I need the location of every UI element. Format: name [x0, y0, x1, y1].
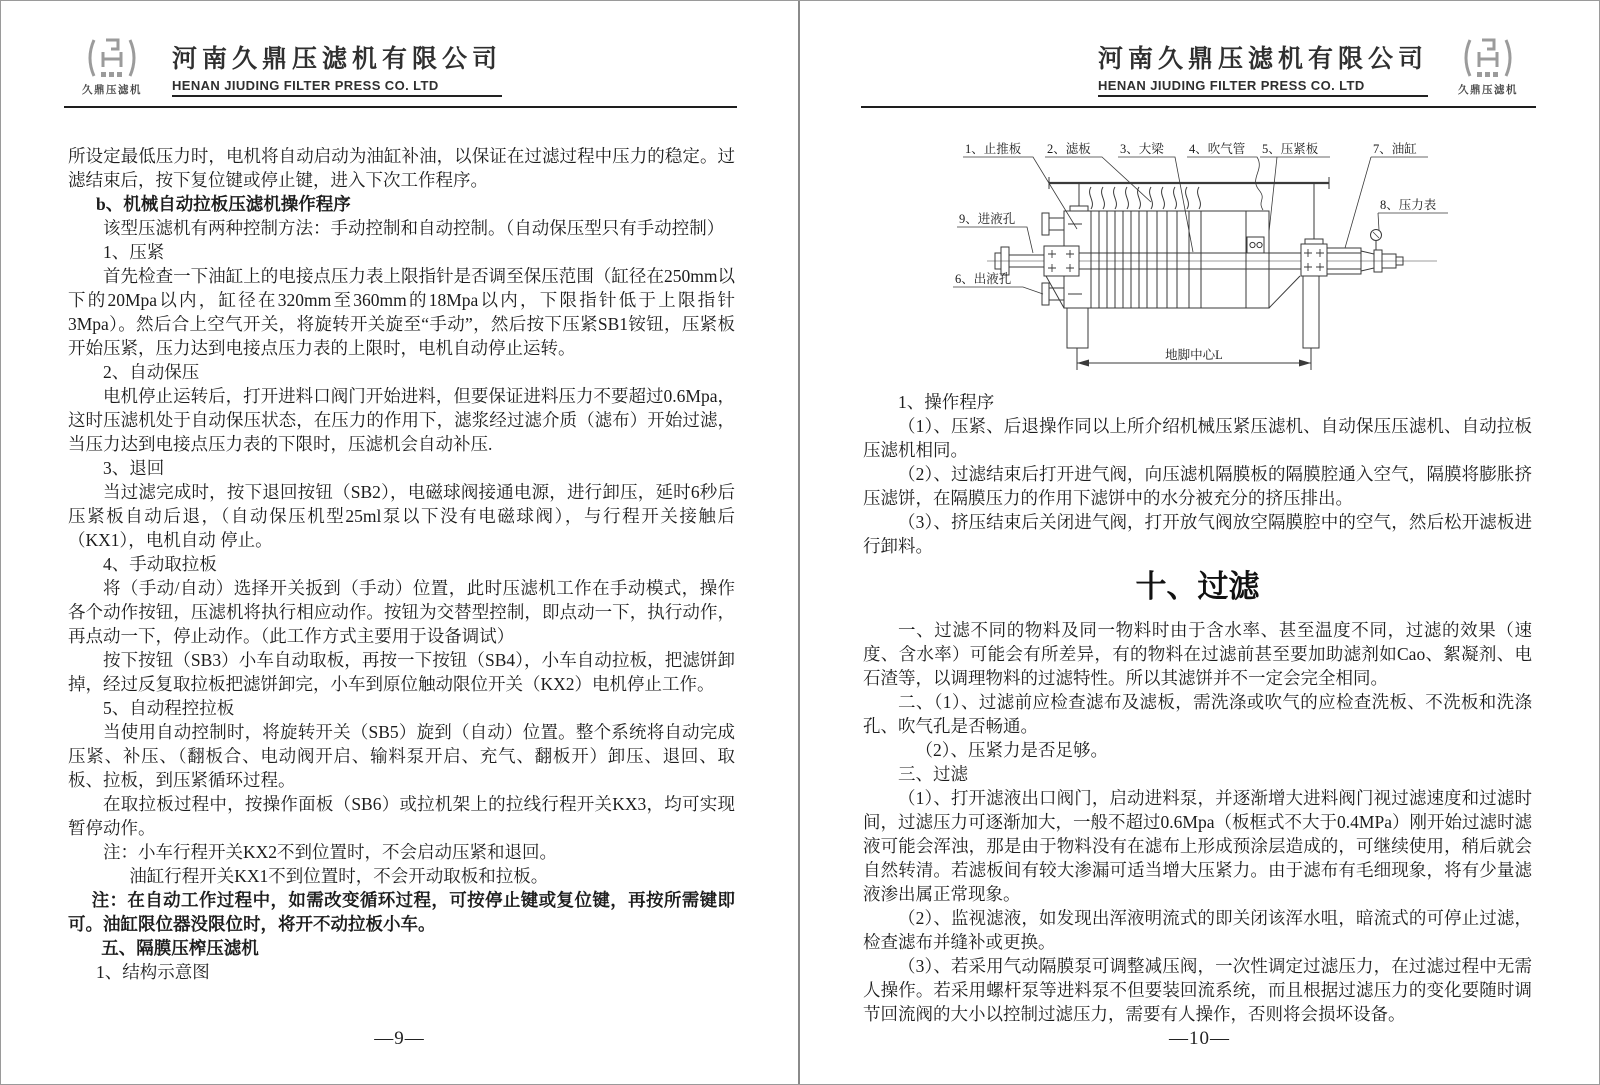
paragraph: （1）、压紧、后退操作同以上所介绍机械压紧压滤机、自动保压压滤机、自动拉板压滤机相同。 [863, 416, 1532, 460]
section-subheading: 五、隔膜压榨压滤机 [101, 938, 259, 958]
paragraph: 注：小车行程开关KX2不到位置时，不会启动压紧和退回。 [103, 842, 558, 862]
diagram-label: 4、吹气管 [1189, 142, 1246, 156]
paragraph: 4、手动取拉板 [103, 554, 217, 574]
paragraph: 1、结构示意图 [96, 962, 210, 982]
company-name-en: HENAN JIUDING FILTER PRESS CO. LTD [172, 78, 502, 97]
paragraph: （2）、过滤结束后打开进气阀，向压滤机隔膜板的隔膜腔通入空气，隔膜将膨胀挤压滤饼，在隔膜压力的作用下滤饼中的水分被充分的挤压排出。 [863, 464, 1532, 508]
plate-pack [1099, 211, 1201, 308]
paragraph: 当使用自动控制时，将旋转开关（SB5）旋到（自动）位置。整个系统将自动完成压紧、补压、（翻板合、电动阀开启、输料泵开启、充气、翻板开）卸压、退回、取板、拉板，到压紧循环过程。 [68, 722, 735, 790]
diagram-label: 5、压紧板 [1262, 142, 1319, 156]
company-name-block [1098, 39, 1428, 97]
machine-drawing [987, 177, 1437, 370]
inlet-nozzle [1042, 213, 1082, 235]
paragraph: 1、操作程序 [898, 392, 995, 412]
paragraph: （3）、挤压结束后关闭进气阀，打开放气阀放空隔膜腔中的空气，然后松开滤板进行卸料。 [863, 512, 1532, 556]
paragraph: 电机停止运转后，打开进料口阀门开始进料，但要保证进料压力不要超过0.6Mpa，这时压滤机处于自动保压状态，在压力的作用下，滤浆经过滤介质（滤布）开始过滤，当压力达到电接点压力表的下限时，压滤机会自动补压. [68, 386, 735, 454]
company-logo-icon [1457, 35, 1519, 81]
paragraph: 三、过滤 [898, 764, 968, 784]
company-logo [68, 35, 156, 97]
paragraph: b、机械自动拉板压滤机操作程序 [96, 194, 351, 214]
paragraph: 二、（1）、过滤前应检查滤布及滤板，需洗涤或吹气的应检查洗板、不洗板和洗涤孔、吹气孔是否畅通。 [863, 692, 1532, 736]
paragraph: 首先检查一下油缸上的电接点压力表上限指针是否调至保压范围（缸径在250mm以下的20Mpa以内，缸径在320mm至360mm的18Mpa以内，下限指针低于上限指针3Mpa）。然后合上空气开关，将旋转开关旋至“手动”，然后按下压紧SB1铵钮，压紧板开始压紧，压力达到电接点压力表的上限时，电机自动停止运转。 [68, 266, 735, 358]
paragraph: （2）、监视滤液，如发现出浑液明流式的即关闭该浑水咀，暗流式的可停止过滤，检查滤布并缝补或更换。 [863, 908, 1532, 952]
header-rule [861, 106, 1536, 108]
paragraph: 将（手动/自动）选择开关扳到（手动）位置，此时压滤机工作在手动模式，操作各个动作按钮，压滤机将执行相应动作。按钮为交替型控制，即点动一下，执行动作，再点动一下，停止动作。（此工作方式主要用于设备调试） [68, 578, 735, 646]
logo-caption: 久鼎压滤机 [1458, 84, 1518, 96]
company-name-cn: 河南久鼎压滤机有限公司 [172, 45, 503, 73]
page-9-header [1, 1, 798, 97]
page-9 [1, 1, 800, 1084]
front-leg [1067, 308, 1088, 348]
rear-leg [1303, 276, 1319, 348]
page-9-body [1, 108, 798, 984]
company-name-block [172, 39, 502, 97]
company-logo-icon [81, 35, 143, 81]
paragraph: 所设定最低压力时，电机将自动启动为油缸补油，以保证在过滤过程中压力的稳定。过滤结束后，按下复位键或停止键，进入下次工作程序。 [68, 146, 735, 190]
company-name-cn: 河南久鼎压滤机有限公司 [1097, 45, 1428, 73]
diagram-label: 7、油缸 [1373, 142, 1417, 156]
paragraph: 2、自动保压 [103, 362, 200, 382]
diagram-label: 6、出液孔 [955, 272, 1012, 286]
paragraph: 按下按钮（SB3）小车自动取板，再按一下按钮（SB4），小车自动拉板，把滤饼卸掉，经过反复取拉板把滤饼卸完，小车到原位触动限位开关（KX2）电机停止工作。 [68, 650, 735, 694]
diagram-label: 9、进液孔 [959, 212, 1016, 226]
page-number: —10— [1169, 1028, 1230, 1049]
paragraph: 一、过滤不同的物料及同一物料时由于含水率、甚至温度不同，过滤的效果（速度、含水率）可能会有所差异，有的物料在过滤前甚至要加助滤剂如Cao、絮凝剂、电石渣等，以调理物料的过滤特性。所以其滤饼并不一定会完全相同。 [863, 620, 1532, 688]
outlet-nozzle [1042, 283, 1082, 305]
paragraph: 1、压紧 [103, 242, 165, 262]
diagram-label: 1、止推板 [965, 142, 1022, 156]
paragraph: 在取拉板过程中，按操作面板（SB6）或拉机架上的拉线行程开关KX3，均可实现暂停动作。 [68, 794, 735, 838]
diagram-label: 8、压力表 [1380, 198, 1437, 212]
paragraph: （2）、压紧力是否足够。 [915, 740, 1108, 760]
page-number: —9— [374, 1028, 425, 1049]
page-10-body [800, 134, 1599, 1026]
page-10-header [800, 1, 1599, 97]
diagram-label: 3、大梁 [1120, 142, 1164, 156]
page-10 [800, 1, 1599, 1084]
filter-cloths [1090, 187, 1201, 209]
paragraph: （3）、若采用气动隔膜泵可调整减压阀，一次性调定过滤压力，在过滤过程中无需人操作。若采用螺杆泵等进料泵不但要装回流系统，而且根据过滤压力的变化要随时调节回流阀的大小以控制过滤压力，需要有人操作，否则将会损坏设备。 [863, 956, 1532, 1024]
logo-caption: 久鼎压滤机 [82, 84, 142, 96]
company-name-en: HENAN JIUDING FILTER PRESS CO. LTD [1098, 78, 1428, 97]
pressure-gauge [1371, 230, 1382, 251]
paragraph: 5、自动程控拉板 [103, 698, 235, 718]
paragraph: 油缸行程开关KX1不到位置时，不会开动取板和拉板。 [129, 866, 549, 886]
paragraph: 注：在自动工作过程中，如需改变循环过程，可按停止键或复位键，再按所需键即可。油缸限位器没限位时，将开不动拉板小车。 [68, 890, 735, 934]
paragraph: （1）、打开滤液出口阀门，启动进料泵，并逐渐增大进料阀门视过滤速度和过滤时间，过滤压力可逐渐加大，一般不超过0.6Mpa（板框式不大于0.4MPa）刚开始过滤时滤液可能会浑浊，那是由于物料没有在滤布上形成预涂层造成的，可继续使用，稍后就会自然转清。若滤板间有较大渗漏可适当增大压紧力。由于滤布有毛细现象，将有少量滤液渗出属正常现象。 [863, 788, 1532, 904]
section-heading: 十、过滤 [1135, 569, 1260, 604]
paragraph: 3、退回 [103, 458, 165, 478]
filter-press-structure-diagram [921, 134, 1461, 379]
structure-diagram-figure [921, 134, 1532, 384]
dimension-label: 地脚中心L [1165, 348, 1223, 362]
diagram-label: 2、滤板 [1047, 142, 1091, 156]
company-logo [1444, 35, 1532, 97]
paragraph: 该型压滤机有两种控制方法：手动控制和自动控制。（自动保压型只有手动控制） [103, 218, 725, 238]
paragraph: 当过滤完成时，按下退回按钮（SB2），电磁球阀接通电源，进行卸压，延时6秒后压紧板自动后退，（自动保压机型25ml泵以下没有电磁球阀），与行程开关接触后（KX1），电机自动 停止。 [68, 482, 735, 550]
